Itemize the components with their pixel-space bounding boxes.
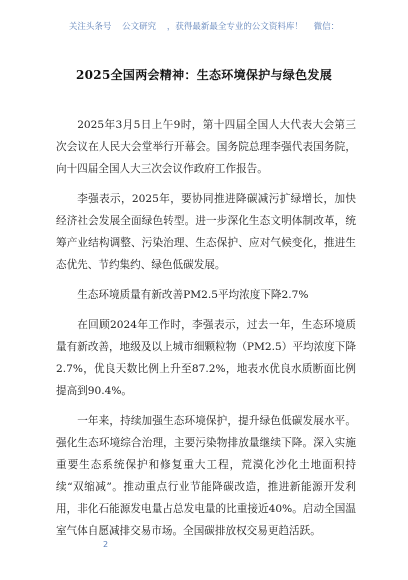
paragraph-review-2024: 在回顾2024年工作时，李强表示，过去一年，生态环境质量有新改善，地级及以上城市细颗粒物（PM2.5）平均浓度下降2.7%，优良天数比例上升至87.2%，地表水优良水质断面比例提高到90.4%。 bbox=[56, 319, 356, 397]
header-text-wechat: 微信： bbox=[313, 22, 340, 32]
paragraph-environment-protection: 一年来，持续加强生态环境保护，提升绿色低碳发展水平。强化生态环境综合治理，主要污染物排放量继续下降。深入实施重要生态系统保护和修复重大工程，荒漠化沙化土地面积持续“双缩减”。推动重点行业节能降碳改造，推进新能源开发利用，非化石能源发电量占总发电量的比重接近40%。启动全国温室气体自愿减排交易市场。全国碳排放权交易更趋活跃。 bbox=[56, 415, 356, 537]
header-text-follow: 关注头条号 bbox=[68, 22, 112, 32]
header-text-account: 公文研究 bbox=[122, 22, 157, 32]
page-number: 2 bbox=[103, 540, 109, 549]
page-header bbox=[0, 20, 408, 32]
header-text-slogan: ，获得最新最全专业的公文资料库！ bbox=[166, 22, 303, 32]
document-body bbox=[56, 114, 356, 550]
paragraph-opening: 2025年3月5日上午9时，第十四届全国人大代表大会第三次会议在人民大会堂举行开幕会。国务院总理李强代表国务院，向十四届全国人大三次会议作政府工作报告。 bbox=[56, 119, 356, 175]
paragraph-green-transition: 李强表示，2025年，要协同推进降碳减污扩绿增长，加快经济社会发展全面绿色转型。进一步深化生态文明体制改革，统筹产业结构调整、污染治理、生态保护、应对气候变化，推进生态优先、节约集约、绿色低碳发展。 bbox=[56, 193, 356, 271]
paragraph-subheading: 生态环境质量有新改善PM2.5平均浓度下降2.7% bbox=[77, 289, 309, 301]
document-title: 2025全国两会精神：生态环境保护与绿色发展 bbox=[76, 68, 332, 82]
